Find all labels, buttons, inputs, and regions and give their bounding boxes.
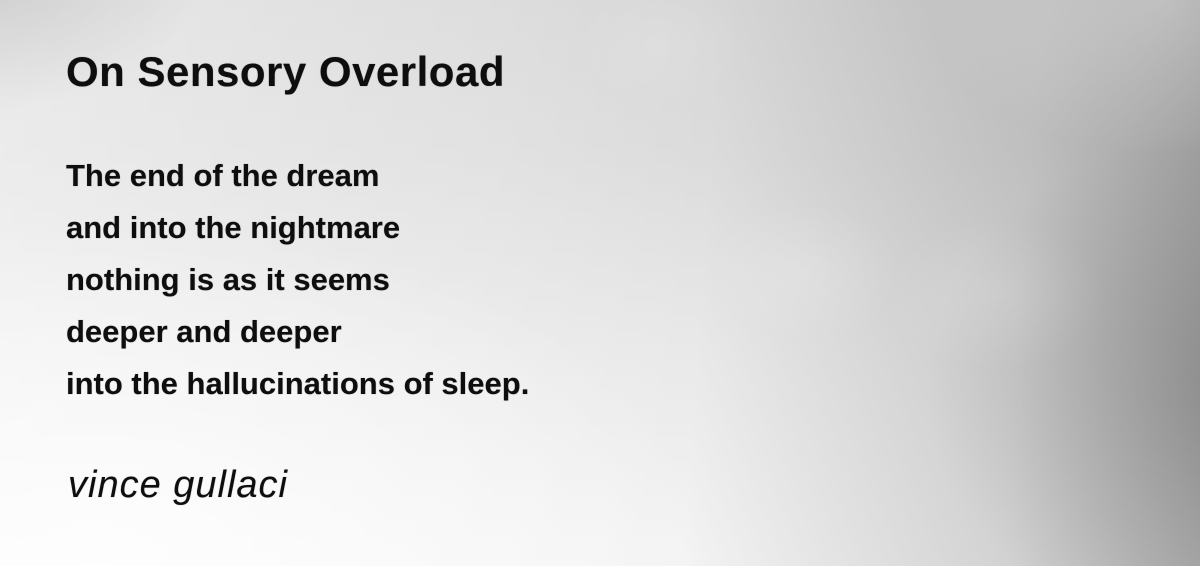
poem-line: into the hallucinations of sleep. bbox=[66, 366, 530, 401]
poem-title: On Sensory Overload bbox=[66, 48, 505, 95]
poem-body bbox=[66, 150, 529, 410]
poem-line: and into the nightmare bbox=[66, 210, 401, 245]
poem-line: deeper and deeper bbox=[66, 314, 342, 349]
poem-line: nothing is as it seems bbox=[66, 262, 390, 297]
poem-author: vince gullaci bbox=[68, 464, 288, 506]
poem-line: The end of the dream bbox=[66, 158, 380, 193]
